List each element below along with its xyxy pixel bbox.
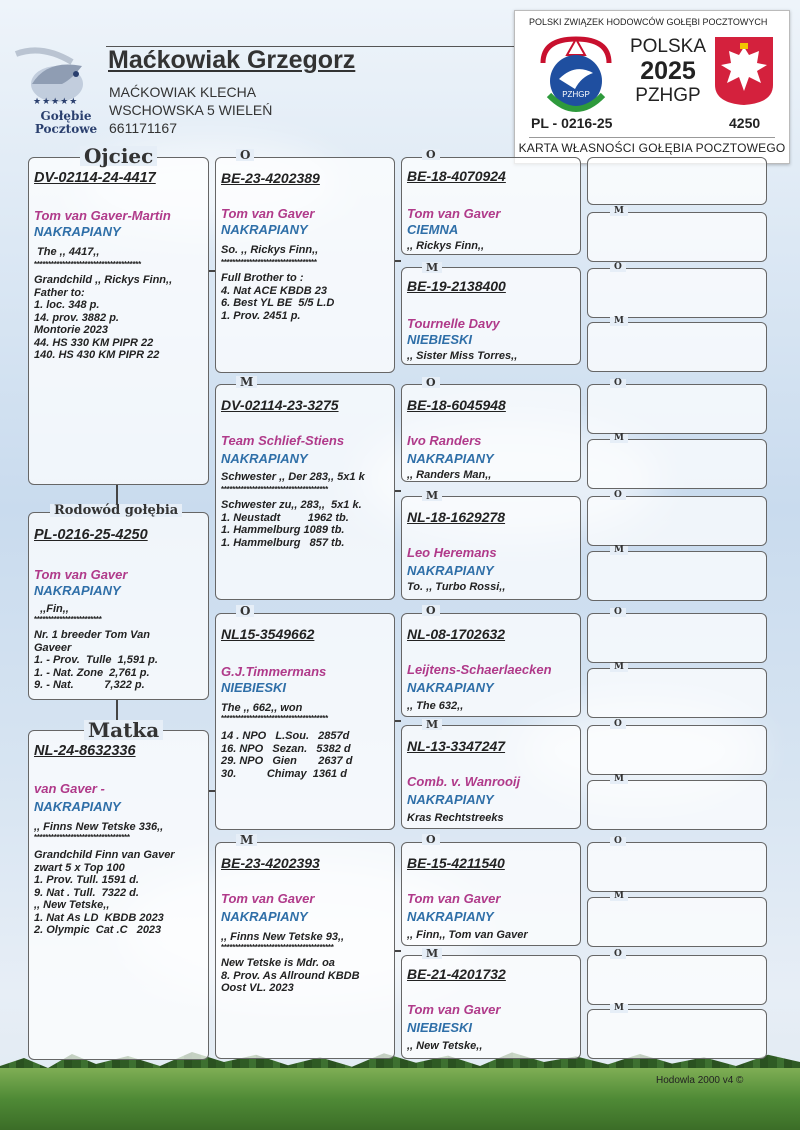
ff-color: NAKRAPIANY xyxy=(221,222,308,237)
connector-line xyxy=(208,270,215,272)
g4-label: O xyxy=(610,608,626,617)
g3-info: Kras Rechtstreeks xyxy=(407,812,504,824)
g4-box xyxy=(587,780,767,830)
mother-color: NAKRAPIANY xyxy=(34,799,121,814)
father-details: Grandchild ,, Rickys Finn,, Father to: 1. loc. 348 p. 14. prov. 3882 p. Montorie 2023 44. HS 330 KM PIPR 22 140. HS 430 KM PIPR 22 xyxy=(34,274,173,361)
father-stars: ************************************** xyxy=(34,260,141,269)
fm-ring: DV-02114-23-3275 xyxy=(221,397,339,413)
mf-label: O xyxy=(236,605,254,617)
father-box xyxy=(28,157,209,485)
g3-box-2 xyxy=(401,267,581,365)
mm-ring: BE-23-4202393 xyxy=(221,855,320,871)
g4-label: M xyxy=(610,546,628,555)
ff-ring: BE-23-4202389 xyxy=(221,170,320,186)
g4-box xyxy=(587,897,767,947)
g3-ring: BE-21-4201732 xyxy=(407,966,506,982)
owner-phone: 661171167 xyxy=(109,120,177,136)
g3-ring: BE-15-4211540 xyxy=(407,855,505,871)
card-ring-number: 4250 xyxy=(729,115,761,131)
logo-stars: ★★★★★ xyxy=(33,96,79,106)
mm-box xyxy=(215,842,395,1059)
pzhgp-emblem-icon xyxy=(535,33,617,117)
g4-label: O xyxy=(610,491,626,500)
g3-breeder: Tom van Gaver xyxy=(407,206,501,221)
g3-box-4 xyxy=(401,496,581,600)
card-ring: PL - 0216-25 xyxy=(531,115,613,131)
g3-color: NAKRAPIANY xyxy=(407,909,494,924)
card-footer: KARTA WŁASNOŚCI GOŁĘBIA POCZTOWEGO xyxy=(518,141,786,155)
mother-info: ,, Finns New Tetske 336,, xyxy=(34,821,164,833)
connector-line xyxy=(394,490,401,492)
emblem-text: PZHGP xyxy=(562,90,590,99)
g3-color: NAKRAPIANY xyxy=(407,451,494,466)
polish-eagle-icon xyxy=(713,35,775,107)
g3-ring: NL-13-3347247 xyxy=(407,738,506,754)
ff-stars: ********************************** xyxy=(221,258,317,267)
g3-info: ,, Rickys Finn,, xyxy=(407,240,485,252)
g3-color: NIEBIESKI xyxy=(407,332,473,347)
ff-label: O xyxy=(236,149,254,161)
g4-box xyxy=(587,668,767,718)
g4-box xyxy=(587,268,767,318)
g3-breeder: Leijtens-Schaerlaecken xyxy=(407,662,552,677)
fm-info: Schwester ,, Der 283,, 5x1 k xyxy=(221,471,365,483)
g3-label-5: O xyxy=(422,605,440,616)
owner-name: Maćkowiak Grzegorz xyxy=(108,46,356,74)
card-association: POLSKI ZWIĄZEK HODOWCÓW GOŁĘBI POCZTOWYCH xyxy=(529,17,768,27)
g4-box xyxy=(587,157,767,205)
g3-breeder: Comb. v. Wanrooij xyxy=(407,774,521,789)
g3-color: NAKRAPIANY xyxy=(407,680,494,695)
mm-color: NAKRAPIANY xyxy=(221,909,308,924)
father-label: Ojciec xyxy=(80,146,157,166)
mother-ring: NL-24-8632336 xyxy=(34,743,136,759)
subject-color: NAKRAPIANY xyxy=(34,583,121,598)
card-year: 2025 xyxy=(640,57,696,85)
fm-breeder: Team Schlief-Stiens xyxy=(221,433,345,448)
mother-box xyxy=(28,730,209,1060)
g3-breeder: Leo Heremans xyxy=(407,545,497,560)
logo-text-line1: Gołębie xyxy=(40,109,92,123)
g3-breeder: Tom van Gaver xyxy=(407,1002,501,1017)
subject-info: ,,Fin,, xyxy=(34,603,69,615)
g3-ring: BE-19-2138400 xyxy=(407,278,506,294)
ff-info: So. ,, Rickys Finn,, xyxy=(221,244,319,256)
g4-box xyxy=(587,384,767,434)
mm-stars: **************************************** xyxy=(221,943,334,952)
card-country: POLSKA xyxy=(629,36,707,57)
g3-label-2: M xyxy=(422,262,442,273)
g3-label-3: O xyxy=(422,377,440,388)
g3-info: To. ,, Turbo Rossi,, xyxy=(407,581,506,593)
g3-box-6 xyxy=(401,725,581,829)
g3-info: ,, Finn,, Tom van Gaver xyxy=(407,929,528,941)
g4-label: M xyxy=(610,775,628,784)
g4-box xyxy=(587,496,767,546)
g3-ring: NL-18-1629278 xyxy=(407,509,506,525)
g4-box xyxy=(587,212,767,262)
g4-label: O xyxy=(610,950,626,959)
g3-box-7 xyxy=(401,842,581,946)
mm-details: New Tetske is Mdr. oa 8. Prov. As Allround KBDB Oost VL. 2023 xyxy=(221,957,360,994)
ff-breeder: Tom van Gaver xyxy=(221,206,315,221)
g4-box xyxy=(587,725,767,775)
g4-label: M xyxy=(610,207,628,216)
g4-label: O xyxy=(610,263,626,272)
father-color: NAKRAPIANY xyxy=(34,224,121,239)
g4-box xyxy=(587,842,767,892)
g3-color: NIEBIESKI xyxy=(407,1020,473,1035)
g3-info: ,, Sister Miss Torres,, xyxy=(407,350,518,362)
g4-label: M xyxy=(610,663,628,672)
g3-label-8: M xyxy=(422,948,442,959)
father-breeder: Tom van Gaver-Martin xyxy=(34,208,171,223)
g4-box xyxy=(587,439,767,489)
mother-label: Matka xyxy=(84,720,163,740)
g3-color: NAKRAPIANY xyxy=(407,563,494,578)
ff-box xyxy=(215,157,395,373)
software-credit: Hodowla 2000 v4 © xyxy=(656,1075,744,1086)
subject-details: Nr. 1 breeder Tom Van Gaveer 1. - Prov. Tulle 1,591 p. 1. - Nat. Zone 2,761 p. 9. - Nat. 7,322 p. xyxy=(34,629,158,691)
g4-label: O xyxy=(610,379,626,388)
g4-label: O xyxy=(610,720,626,729)
g3-label-1: O xyxy=(422,149,440,160)
g3-info: ,, Randers Man,, xyxy=(407,469,492,481)
g3-box-3 xyxy=(401,384,581,482)
loft-name: MAĆKOWIAK KLECHA xyxy=(109,84,257,100)
g4-label: M xyxy=(610,317,628,326)
g4-box xyxy=(587,551,767,601)
g3-label-6: M xyxy=(422,719,442,730)
father-ring: DV-02114-24-4417 xyxy=(34,170,156,186)
g4-label: M xyxy=(610,1004,628,1013)
g4-box xyxy=(587,1009,767,1059)
fm-details: Schwester zu,, 283,, 5x1 k. 1. Neustadt 1962 tb. 1. Hammelburg 1089 tb. 1. Hammelburg 857 tb. xyxy=(221,499,362,549)
g4-box xyxy=(587,955,767,1005)
g3-box-5 xyxy=(401,613,581,717)
subject-breeder: Tom van Gaver xyxy=(34,567,128,582)
mf-breeder: G.J.Timmermans xyxy=(221,664,327,679)
g4-label: O xyxy=(610,837,626,846)
g3-breeder: Tom van Gaver xyxy=(407,891,501,906)
connector-line xyxy=(394,950,401,952)
connector-line xyxy=(208,790,215,792)
g4-label: M xyxy=(610,892,628,901)
g3-color: CIEMNA xyxy=(407,222,459,237)
logo-text xyxy=(28,110,104,136)
mf-box xyxy=(215,613,395,830)
subject-stars: ************************ xyxy=(34,615,102,624)
g3-ring: NL-08-1702632 xyxy=(407,626,506,642)
fm-label: M xyxy=(236,376,257,388)
logo-text-line2: Pocztowe xyxy=(34,122,98,136)
mm-breeder: Tom van Gaver xyxy=(221,891,315,906)
g3-label-4: M xyxy=(422,490,442,501)
pedigree-label: Rodowód gołębia xyxy=(50,504,182,517)
mother-details: Grandchild Finn van Gaver zwart 5 x Top 100 1. Prov. Tull. 1591 d. 9. Nat . Tull. 7322 d. ,, New Tetske,, 1. Nat As LD KBDB 2023 2. Olympic Cat .C 2023 xyxy=(34,849,175,936)
mf-stars: ************************************** xyxy=(221,714,328,723)
g3-label-7: O xyxy=(422,834,440,845)
g3-color: NAKRAPIANY xyxy=(407,792,494,807)
card-org: PZHGP xyxy=(635,85,701,106)
g3-box-1 xyxy=(401,157,581,255)
fm-stars: ************************************** xyxy=(221,485,328,494)
connector-line xyxy=(394,720,401,722)
mother-breeder: van Gaver - xyxy=(34,781,105,796)
subject-box xyxy=(28,512,209,700)
g3-box-8 xyxy=(401,955,581,1059)
card-divider xyxy=(529,137,775,138)
g3-info: ,, New Tetske,, xyxy=(407,1040,483,1052)
g4-box xyxy=(587,613,767,663)
g4-box xyxy=(587,322,767,372)
father-info: The ,, 4417,, xyxy=(34,246,100,258)
g3-breeder: Tournelle Davy xyxy=(407,316,500,331)
mf-info: The ,, 662,, won xyxy=(221,702,303,714)
g3-ring: BE-18-4070924 xyxy=(407,168,506,184)
mf-color: NIEBIESKI xyxy=(221,680,287,695)
fm-box xyxy=(215,384,395,600)
owner-address: WSCHOWSKA 5 WIELEŃ xyxy=(109,102,273,118)
mm-info: ,, Finns New Tetske 93,, xyxy=(221,931,345,943)
mf-details: 14 . NPO L.Sou. 2857d 16. NPO Sezan. 5382 d 29. NPO Gien 2637 d 30. Chimay 1361 d xyxy=(221,730,353,780)
ff-details: Full Brother to : 4. Nat ACE KBDB 23 6. Best YL BE 5/5 L.D 1. Prov. 2451 p. xyxy=(221,272,335,322)
g3-info: ,, The 632,, xyxy=(407,700,464,712)
g3-ring: BE-18-6045948 xyxy=(407,397,506,413)
connector-line xyxy=(394,260,401,262)
fm-color: NAKRAPIANY xyxy=(221,451,308,466)
mf-ring: NL15-3549662 xyxy=(221,626,315,642)
g4-label: M xyxy=(610,434,628,443)
mother-stars: ********************************** xyxy=(34,833,130,842)
g3-breeder: Ivo Randers xyxy=(407,433,482,448)
subject-ring: PL-0216-25-4250 xyxy=(34,527,148,543)
mm-label: M xyxy=(236,834,257,846)
ownership-card xyxy=(514,10,790,164)
